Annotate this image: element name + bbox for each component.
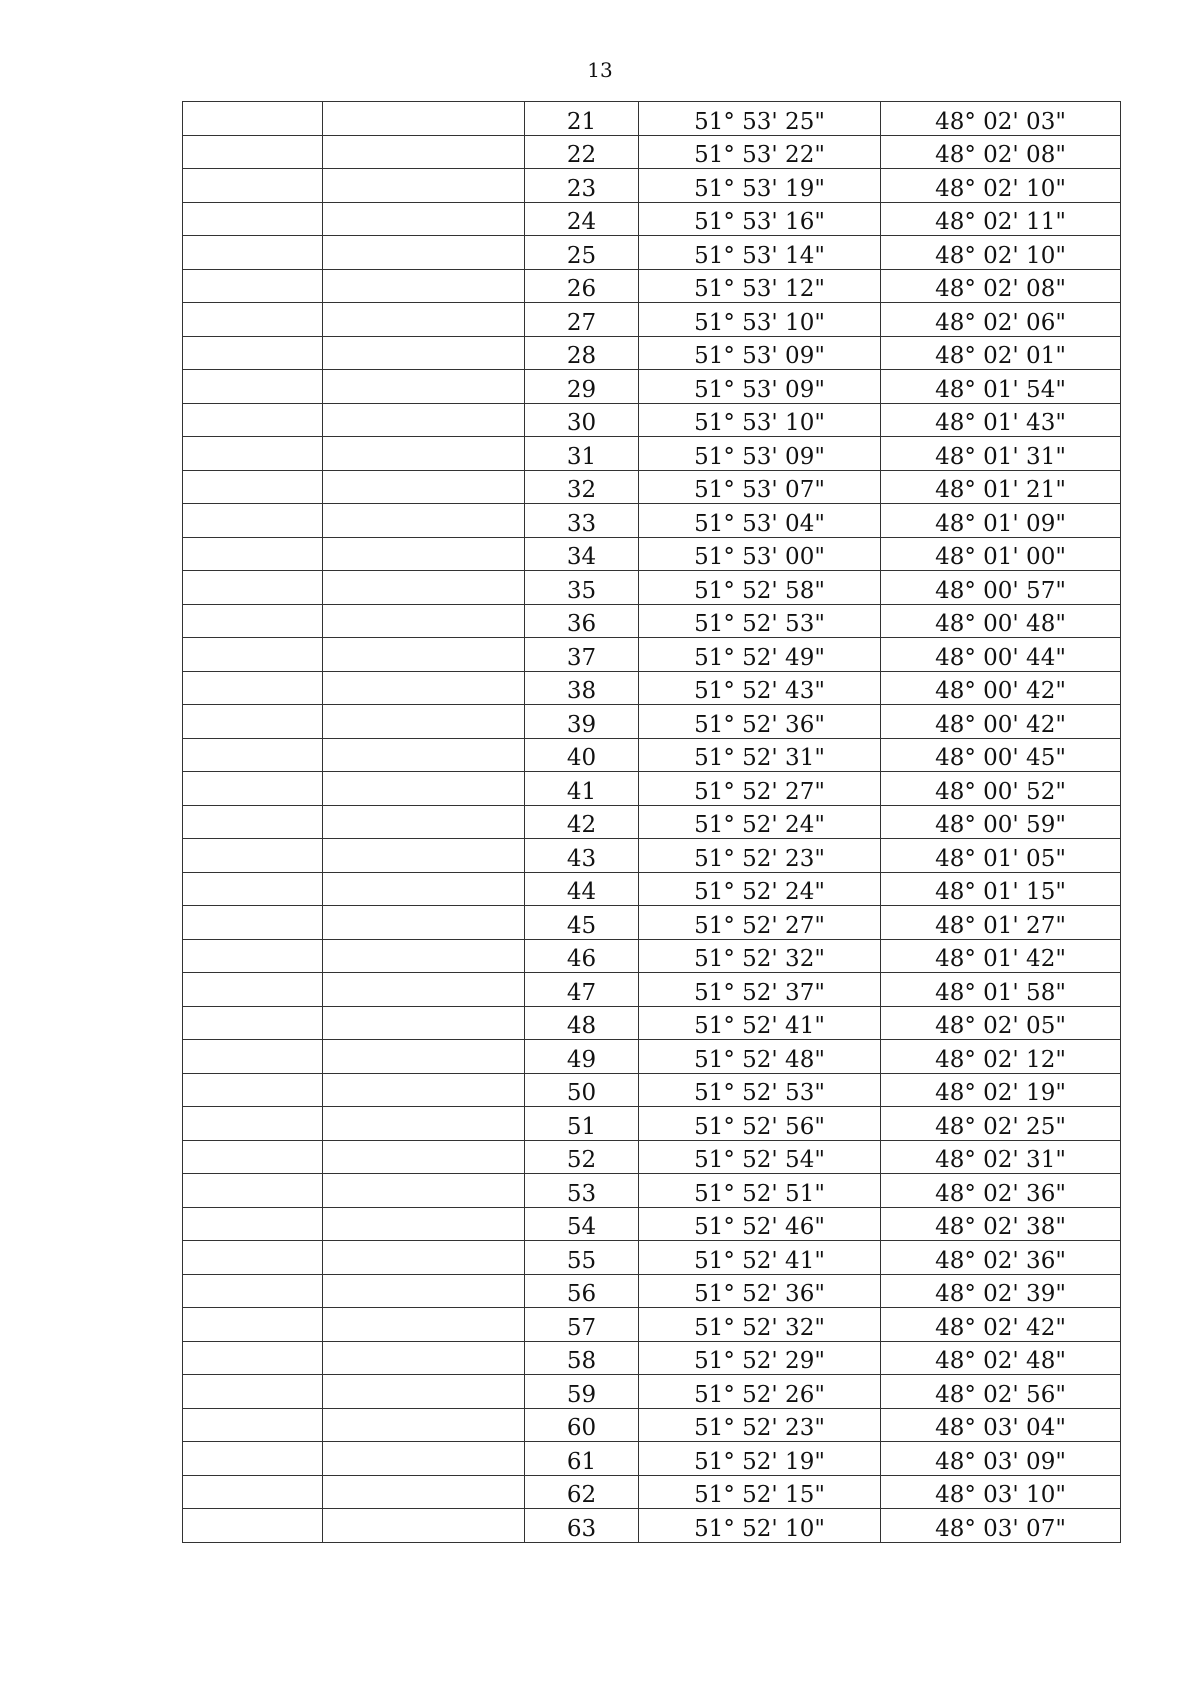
- empty-cell-2: [323, 370, 525, 404]
- point-number-cell: 54: [525, 1207, 639, 1241]
- empty-cell-1: [183, 537, 323, 571]
- point-number-cell: 48: [525, 1006, 639, 1040]
- table-row: [183, 1073, 1121, 1107]
- point-number-cell: 35: [525, 571, 639, 605]
- longitude-cell: 48° 01' 00": [881, 537, 1121, 571]
- empty-cell-2: [323, 805, 525, 839]
- latitude-cell: 51° 52' 46": [639, 1207, 881, 1241]
- empty-cell-2: [323, 202, 525, 236]
- longitude-cell: 48° 02' 08": [881, 135, 1121, 169]
- empty-cell-2: [323, 437, 525, 471]
- table-row: [183, 839, 1121, 873]
- empty-cell-2: [323, 839, 525, 873]
- point-number-cell: 42: [525, 805, 639, 839]
- longitude-cell: 48° 02' 36": [881, 1174, 1121, 1208]
- latitude-cell: 51° 52' 24": [639, 872, 881, 906]
- latitude-cell: 51° 53' 16": [639, 202, 881, 236]
- latitude-cell: 51° 52' 51": [639, 1174, 881, 1208]
- point-number-cell: 43: [525, 839, 639, 873]
- point-number-cell: 53: [525, 1174, 639, 1208]
- latitude-cell: 51° 52' 53": [639, 1073, 881, 1107]
- point-number-cell: 52: [525, 1140, 639, 1174]
- point-number-cell: 62: [525, 1475, 639, 1509]
- table-row: [183, 1040, 1121, 1074]
- empty-cell-2: [323, 571, 525, 605]
- empty-cell-1: [183, 102, 323, 136]
- empty-cell-2: [323, 604, 525, 638]
- empty-cell-1: [183, 470, 323, 504]
- table-row: [183, 336, 1121, 370]
- empty-cell-1: [183, 571, 323, 605]
- empty-cell-2: [323, 102, 525, 136]
- latitude-cell: 51° 52' 26": [639, 1375, 881, 1409]
- longitude-cell: 48° 02' 31": [881, 1140, 1121, 1174]
- empty-cell-1: [183, 1006, 323, 1040]
- longitude-cell: 48° 02' 05": [881, 1006, 1121, 1040]
- point-number-cell: 28: [525, 336, 639, 370]
- empty-cell-1: [183, 336, 323, 370]
- latitude-cell: 51° 52' 27": [639, 772, 881, 806]
- empty-cell-2: [323, 537, 525, 571]
- empty-cell-2: [323, 1274, 525, 1308]
- empty-cell-2: [323, 1040, 525, 1074]
- latitude-cell: 51° 52' 10": [639, 1509, 881, 1543]
- empty-cell-2: [323, 1442, 525, 1476]
- empty-cell-1: [183, 437, 323, 471]
- point-number-cell: 56: [525, 1274, 639, 1308]
- latitude-cell: 51° 52' 29": [639, 1341, 881, 1375]
- point-number-cell: 51: [525, 1107, 639, 1141]
- point-number-cell: 63: [525, 1509, 639, 1543]
- table-row: [183, 805, 1121, 839]
- point-number-cell: 34: [525, 537, 639, 571]
- table-row: [183, 537, 1121, 571]
- empty-cell-2: [323, 1241, 525, 1275]
- empty-cell-1: [183, 1408, 323, 1442]
- empty-cell-2: [323, 1107, 525, 1141]
- longitude-cell: 48° 02' 42": [881, 1308, 1121, 1342]
- latitude-cell: 51° 53' 09": [639, 336, 881, 370]
- point-number-cell: 24: [525, 202, 639, 236]
- table-row: [183, 470, 1121, 504]
- page-number: 13: [587, 58, 613, 82]
- point-number-cell: 26: [525, 269, 639, 303]
- empty-cell-2: [323, 1308, 525, 1342]
- longitude-cell: 48° 02' 56": [881, 1375, 1121, 1409]
- longitude-cell: 48° 03' 04": [881, 1408, 1121, 1442]
- latitude-cell: 51° 52' 15": [639, 1475, 881, 1509]
- table-row: [183, 772, 1121, 806]
- latitude-cell: 51° 53' 22": [639, 135, 881, 169]
- empty-cell-2: [323, 1207, 525, 1241]
- latitude-cell: 51° 52' 24": [639, 805, 881, 839]
- longitude-cell: 48° 02' 06": [881, 303, 1121, 337]
- latitude-cell: 51° 52' 56": [639, 1107, 881, 1141]
- table-row: [183, 1408, 1121, 1442]
- point-number-cell: 59: [525, 1375, 639, 1409]
- latitude-cell: 51° 52' 48": [639, 1040, 881, 1074]
- longitude-cell: 48° 02' 08": [881, 269, 1121, 303]
- latitude-cell: 51° 53' 14": [639, 236, 881, 270]
- point-number-cell: 22: [525, 135, 639, 169]
- empty-cell-1: [183, 906, 323, 940]
- point-number-cell: 23: [525, 169, 639, 203]
- table-row: [183, 1274, 1121, 1308]
- longitude-cell: 48° 02' 38": [881, 1207, 1121, 1241]
- empty-cell-1: [183, 303, 323, 337]
- table-row: [183, 437, 1121, 471]
- empty-cell-1: [183, 1509, 323, 1543]
- longitude-cell: 48° 03' 09": [881, 1442, 1121, 1476]
- empty-cell-2: [323, 1341, 525, 1375]
- table-row: [183, 1006, 1121, 1040]
- latitude-cell: 51° 52' 53": [639, 604, 881, 638]
- empty-cell-2: [323, 1475, 525, 1509]
- table-row: [183, 906, 1121, 940]
- latitude-cell: 51° 53' 07": [639, 470, 881, 504]
- longitude-cell: 48° 00' 42": [881, 671, 1121, 705]
- longitude-cell: 48° 02' 01": [881, 336, 1121, 370]
- latitude-cell: 51° 52' 49": [639, 638, 881, 672]
- longitude-cell: 48° 00' 42": [881, 705, 1121, 739]
- table-row: [183, 671, 1121, 705]
- longitude-cell: 48° 01' 58": [881, 973, 1121, 1007]
- empty-cell-2: [323, 403, 525, 437]
- point-number-cell: 61: [525, 1442, 639, 1476]
- point-number-cell: 33: [525, 504, 639, 538]
- empty-cell-1: [183, 671, 323, 705]
- longitude-cell: 48° 00' 52": [881, 772, 1121, 806]
- empty-cell-1: [183, 805, 323, 839]
- empty-cell-2: [323, 336, 525, 370]
- empty-cell-2: [323, 169, 525, 203]
- empty-cell-1: [183, 504, 323, 538]
- empty-cell-1: [183, 370, 323, 404]
- table-row: [183, 939, 1121, 973]
- empty-cell-1: [183, 1308, 323, 1342]
- longitude-cell: 48° 02' 36": [881, 1241, 1121, 1275]
- table-row: [183, 202, 1121, 236]
- empty-cell-2: [323, 671, 525, 705]
- point-number-cell: 57: [525, 1308, 639, 1342]
- point-number-cell: 37: [525, 638, 639, 672]
- point-number-cell: 29: [525, 370, 639, 404]
- table-row: [183, 1308, 1121, 1342]
- table-row: [183, 973, 1121, 1007]
- longitude-cell: 48° 02' 03": [881, 102, 1121, 136]
- latitude-cell: 51° 53' 10": [639, 403, 881, 437]
- longitude-cell: 48° 01' 54": [881, 370, 1121, 404]
- table-row: [183, 1241, 1121, 1275]
- empty-cell-2: [323, 504, 525, 538]
- table-row: [183, 705, 1121, 739]
- empty-cell-2: [323, 1073, 525, 1107]
- table-row: [183, 236, 1121, 270]
- point-number-cell: 31: [525, 437, 639, 471]
- point-number-cell: 46: [525, 939, 639, 973]
- empty-cell-1: [183, 638, 323, 672]
- empty-cell-2: [323, 1375, 525, 1409]
- latitude-cell: 51° 53' 04": [639, 504, 881, 538]
- longitude-cell: 48° 00' 45": [881, 738, 1121, 772]
- latitude-cell: 51° 52' 37": [639, 973, 881, 1007]
- empty-cell-1: [183, 973, 323, 1007]
- latitude-cell: 51° 52' 41": [639, 1241, 881, 1275]
- table-row: [183, 872, 1121, 906]
- empty-cell-2: [323, 638, 525, 672]
- empty-cell-1: [183, 1274, 323, 1308]
- empty-cell-1: [183, 135, 323, 169]
- table-row: [183, 169, 1121, 203]
- point-number-cell: 44: [525, 872, 639, 906]
- table-row: [183, 102, 1121, 136]
- longitude-cell: 48° 02' 25": [881, 1107, 1121, 1141]
- longitude-cell: 48° 01' 05": [881, 839, 1121, 873]
- table-row: [183, 1174, 1121, 1208]
- point-number-cell: 58: [525, 1341, 639, 1375]
- empty-cell-1: [183, 1241, 323, 1275]
- empty-cell-1: [183, 1207, 323, 1241]
- empty-cell-2: [323, 939, 525, 973]
- table-row: [183, 303, 1121, 337]
- latitude-cell: 51° 53' 25": [639, 102, 881, 136]
- latitude-cell: 51° 53' 09": [639, 437, 881, 471]
- table-row: [183, 1341, 1121, 1375]
- empty-cell-1: [183, 705, 323, 739]
- empty-cell-1: [183, 1375, 323, 1409]
- empty-cell-1: [183, 1442, 323, 1476]
- table-row: [183, 370, 1121, 404]
- latitude-cell: 51° 52' 41": [639, 1006, 881, 1040]
- empty-cell-1: [183, 1040, 323, 1074]
- empty-cell-1: [183, 1073, 323, 1107]
- empty-cell-1: [183, 772, 323, 806]
- point-number-cell: 38: [525, 671, 639, 705]
- point-number-cell: 47: [525, 973, 639, 1007]
- longitude-cell: 48° 03' 10": [881, 1475, 1121, 1509]
- table-row: [183, 571, 1121, 605]
- empty-cell-2: [323, 738, 525, 772]
- longitude-cell: 48° 01' 27": [881, 906, 1121, 940]
- longitude-cell: 48° 01' 21": [881, 470, 1121, 504]
- table-row: [183, 1509, 1121, 1543]
- point-number-cell: 45: [525, 906, 639, 940]
- point-number-cell: 36: [525, 604, 639, 638]
- longitude-cell: 48° 01' 09": [881, 504, 1121, 538]
- empty-cell-2: [323, 872, 525, 906]
- latitude-cell: 51° 52' 36": [639, 705, 881, 739]
- longitude-cell: 48° 02' 12": [881, 1040, 1121, 1074]
- empty-cell-2: [323, 135, 525, 169]
- latitude-cell: 51° 52' 54": [639, 1140, 881, 1174]
- empty-cell-1: [183, 1174, 323, 1208]
- longitude-cell: 48° 00' 57": [881, 571, 1121, 605]
- point-number-cell: 27: [525, 303, 639, 337]
- empty-cell-1: [183, 604, 323, 638]
- longitude-cell: 48° 03' 07": [881, 1509, 1121, 1543]
- point-number-cell: 50: [525, 1073, 639, 1107]
- empty-cell-1: [183, 236, 323, 270]
- empty-cell-2: [323, 236, 525, 270]
- table-row: [183, 403, 1121, 437]
- point-number-cell: 60: [525, 1408, 639, 1442]
- point-number-cell: 55: [525, 1241, 639, 1275]
- empty-cell-1: [183, 738, 323, 772]
- latitude-cell: 51° 52' 36": [639, 1274, 881, 1308]
- empty-cell-1: [183, 202, 323, 236]
- table-row: [183, 135, 1121, 169]
- latitude-cell: 51° 52' 23": [639, 1408, 881, 1442]
- empty-cell-2: [323, 1174, 525, 1208]
- longitude-cell: 48° 02' 11": [881, 202, 1121, 236]
- point-number-cell: 41: [525, 772, 639, 806]
- latitude-cell: 51° 53' 10": [639, 303, 881, 337]
- empty-cell-2: [323, 1509, 525, 1543]
- empty-cell-1: [183, 1475, 323, 1509]
- longitude-cell: 48° 02' 10": [881, 236, 1121, 270]
- longitude-cell: 48° 00' 59": [881, 805, 1121, 839]
- point-number-cell: 25: [525, 236, 639, 270]
- empty-cell-1: [183, 403, 323, 437]
- empty-cell-2: [323, 705, 525, 739]
- empty-cell-2: [323, 470, 525, 504]
- empty-cell-2: [323, 906, 525, 940]
- longitude-cell: 48° 00' 44": [881, 638, 1121, 672]
- longitude-cell: 48° 01' 42": [881, 939, 1121, 973]
- coordinates-table: [182, 101, 1121, 1543]
- table-row: [183, 269, 1121, 303]
- empty-cell-1: [183, 939, 323, 973]
- longitude-cell: 48° 01' 15": [881, 872, 1121, 906]
- longitude-cell: 48° 00' 48": [881, 604, 1121, 638]
- longitude-cell: 48° 02' 39": [881, 1274, 1121, 1308]
- empty-cell-2: [323, 1006, 525, 1040]
- table-row: [183, 1140, 1121, 1174]
- table-row: [183, 1475, 1121, 1509]
- latitude-cell: 51° 53' 19": [639, 169, 881, 203]
- latitude-cell: 51° 53' 09": [639, 370, 881, 404]
- table-row: [183, 604, 1121, 638]
- point-number-cell: 32: [525, 470, 639, 504]
- empty-cell-2: [323, 1140, 525, 1174]
- point-number-cell: 30: [525, 403, 639, 437]
- latitude-cell: 51° 52' 43": [639, 671, 881, 705]
- latitude-cell: 51° 52' 27": [639, 906, 881, 940]
- empty-cell-1: [183, 1341, 323, 1375]
- empty-cell-1: [183, 839, 323, 873]
- longitude-cell: 48° 02' 10": [881, 169, 1121, 203]
- table-row: [183, 1442, 1121, 1476]
- table-row: [183, 738, 1121, 772]
- empty-cell-2: [323, 303, 525, 337]
- empty-cell-2: [323, 1408, 525, 1442]
- latitude-cell: 51° 53' 00": [639, 537, 881, 571]
- longitude-cell: 48° 01' 31": [881, 437, 1121, 471]
- empty-cell-2: [323, 772, 525, 806]
- latitude-cell: 51° 52' 19": [639, 1442, 881, 1476]
- table-row: [183, 504, 1121, 538]
- table-row: [183, 1375, 1121, 1409]
- longitude-cell: 48° 02' 48": [881, 1341, 1121, 1375]
- point-number-cell: 49: [525, 1040, 639, 1074]
- latitude-cell: 51° 52' 58": [639, 571, 881, 605]
- table-row: [183, 1207, 1121, 1241]
- empty-cell-1: [183, 1107, 323, 1141]
- longitude-cell: 48° 01' 43": [881, 403, 1121, 437]
- latitude-cell: 51° 52' 32": [639, 1308, 881, 1342]
- empty-cell-1: [183, 872, 323, 906]
- table-row: [183, 638, 1121, 672]
- latitude-cell: 51° 52' 32": [639, 939, 881, 973]
- latitude-cell: 51° 52' 31": [639, 738, 881, 772]
- latitude-cell: 51° 53' 12": [639, 269, 881, 303]
- empty-cell-1: [183, 1140, 323, 1174]
- point-number-cell: 21: [525, 102, 639, 136]
- empty-cell-1: [183, 169, 323, 203]
- longitude-cell: 48° 02' 19": [881, 1073, 1121, 1107]
- latitude-cell: 51° 52' 23": [639, 839, 881, 873]
- point-number-cell: 40: [525, 738, 639, 772]
- point-number-cell: 39: [525, 705, 639, 739]
- table-row: [183, 1107, 1121, 1141]
- empty-cell-1: [183, 269, 323, 303]
- empty-cell-2: [323, 269, 525, 303]
- coordinates-table-body: [183, 102, 1121, 1543]
- empty-cell-2: [323, 973, 525, 1007]
